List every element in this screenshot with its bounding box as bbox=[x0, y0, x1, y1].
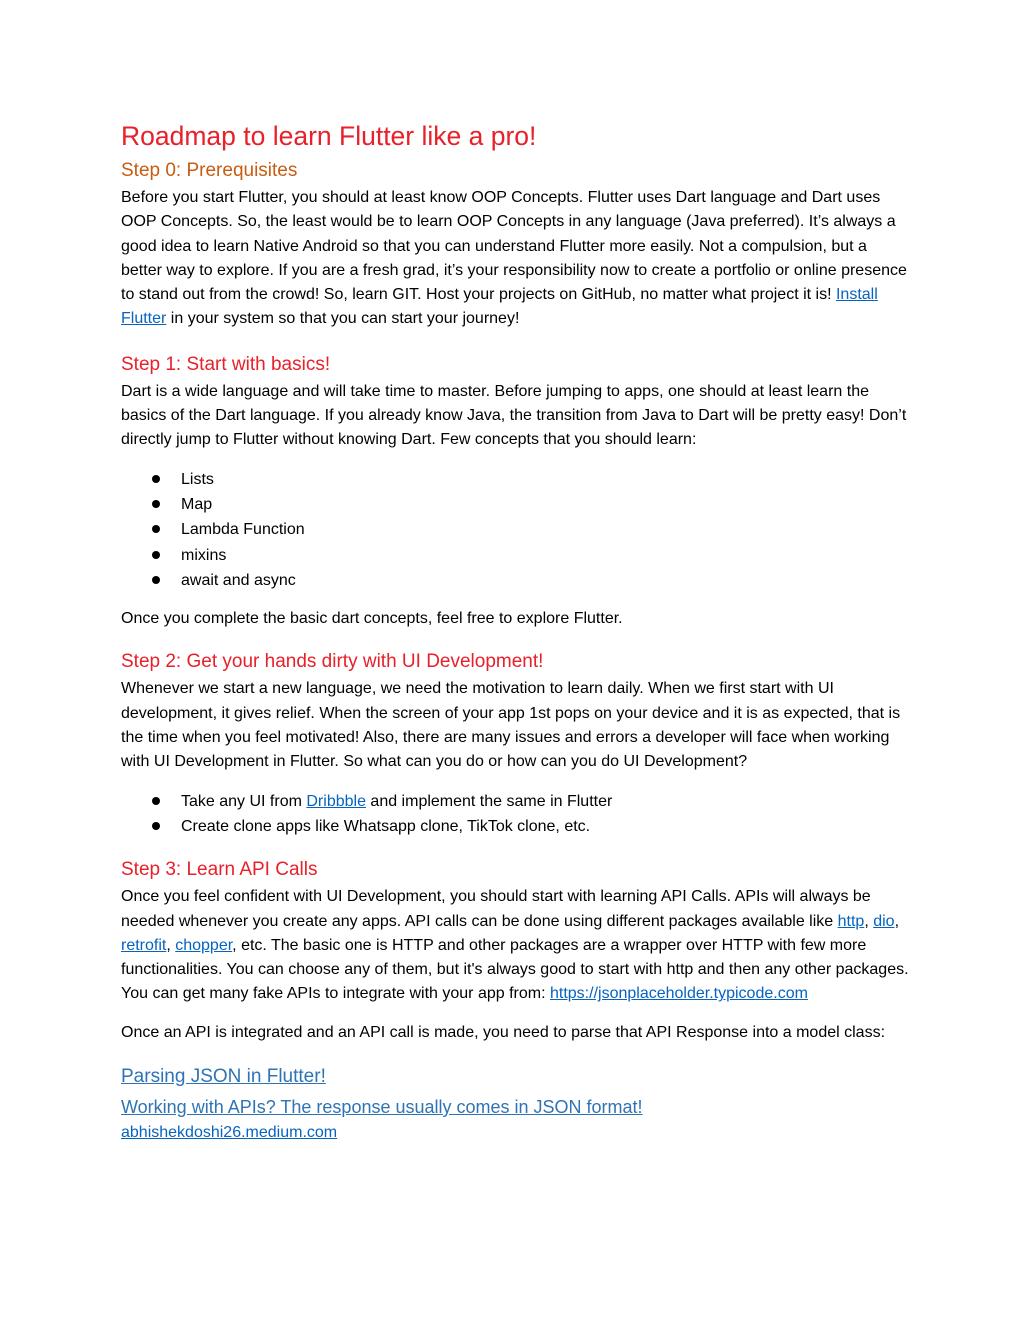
list-item bbox=[121, 492, 911, 517]
step0-heading: Step 0: Prerequisites bbox=[121, 160, 298, 181]
list-item-label: await and async bbox=[181, 571, 296, 589]
step2-paragraph: Whenever we start a new language, we need the motivation to learn daily. When we first start with UI development, it gives relief. When the screen of your app 1st pops on your device and it is as expected, that is the time when you feel motivated! Also, there are many issues and errors a developer will face when working with UI Development in Flutter. So what can you do or how can you do UI Development? bbox=[121, 680, 901, 771]
ui-practice-list bbox=[121, 789, 911, 840]
step2-heading: Step 2: Get your hands dirty with UI Development! bbox=[121, 651, 544, 673]
embed-title-link[interactable]: Parsing JSON in Flutter! bbox=[121, 1066, 326, 1088]
jsonplaceholder-link[interactable]: https://jsonplaceholder.typicode.com bbox=[549, 985, 808, 1003]
step3-closing: Once an API is integrated and an API call is made, you need to parse that API Response into a model class: bbox=[121, 1023, 886, 1041]
embed-subtitle-link[interactable]: Working with APIs? The response usually comes in JSON format! bbox=[121, 1097, 643, 1118]
step3-text: Once you feel confident with UI Development, you should start with learning API Calls. APIs will always be needed whenever you create any apps. API calls can be done using different packages available like bbox=[121, 888, 871, 930]
document-page bbox=[121, 118, 911, 1145]
step3-paragraph bbox=[121, 885, 911, 1006]
list-item bbox=[121, 814, 911, 839]
separator: , bbox=[166, 936, 176, 954]
page-title: Roadmap to learn Flutter like a pro! bbox=[121, 121, 537, 151]
list-item-label: mixins bbox=[181, 546, 227, 564]
step1-heading: Step 1: Start with basics! bbox=[121, 353, 331, 375]
step0-text-after: in your system so that you can start your journey! bbox=[166, 310, 520, 328]
list-item bbox=[121, 517, 911, 542]
separator: , bbox=[864, 912, 874, 930]
step0-text: Before you start Flutter, you should at least know OOP Concepts. Flutter uses Dart language and Dart uses OOP Concepts. So, the least would be to learn OOP Concepts in any language (Java preferred). It’s always a good idea to learn Native Android so that you can understand Flutter more easily. Not a compulsion, but a better way to explore. If you are a fresh grad, it’s your responsibility now to create a portfolio or online presence to stand out from the crowd! So, learn GIT. Host your projects on GitHub, no matter what project it is! bbox=[121, 189, 907, 304]
bullet-icon bbox=[152, 797, 160, 805]
list-item-label: Lists bbox=[181, 470, 214, 488]
list-item bbox=[121, 467, 911, 492]
install-flutter-link[interactable]: Install Flutter bbox=[121, 286, 878, 328]
bullet-icon bbox=[152, 822, 160, 830]
step3-text: , etc. The basic one is HTTP and other packages are a wrapper over HTTP with few more functionalities. You can choose any of them, but it's always good to start with http and then any other packages. You can get many fake APIs to integrate with your app from: bbox=[121, 936, 909, 1003]
list-item-label: Map bbox=[181, 495, 213, 513]
embed-domain-link[interactable]: abhishekdoshi26.medium.com bbox=[121, 1124, 338, 1142]
list-item-label: Lambda Function bbox=[181, 521, 305, 539]
bullet-icon bbox=[152, 475, 160, 483]
bullet-icon bbox=[152, 576, 160, 584]
list-item bbox=[121, 568, 911, 593]
bullet-icon bbox=[152, 551, 160, 559]
step1-paragraph: Dart is a wide language and will take time to master. Before jumping to apps, one should at least learn the basics of the Dart language. If you already know Java, the transition from Java to Dart will be pretty easy! Don’t directly jump to Flutter without knowing Dart. Few concepts that you should learn: bbox=[121, 382, 907, 449]
step3-heading: Step 3: Learn API Calls bbox=[121, 859, 318, 881]
http-link[interactable]: http bbox=[837, 912, 865, 930]
chopper-link[interactable]: chopper bbox=[175, 936, 233, 954]
separator: , bbox=[894, 912, 900, 930]
retrofit-link[interactable]: retrofit bbox=[121, 936, 167, 954]
list-item bbox=[121, 543, 911, 568]
step1-closing: Once you complete the basic dart concepts, feel free to explore Flutter. bbox=[121, 610, 623, 628]
list-item-text: Create clone apps like Whatsapp clone, TikTok clone, etc. bbox=[181, 817, 591, 835]
list-item-text: and implement the same in Flutter bbox=[365, 792, 613, 810]
list-item bbox=[121, 789, 911, 814]
step0-paragraph bbox=[121, 186, 911, 332]
bullet-icon bbox=[152, 500, 160, 508]
dart-concepts-list bbox=[121, 467, 911, 593]
dio-link[interactable]: dio bbox=[873, 912, 895, 930]
list-item-text: Take any UI from bbox=[181, 792, 307, 810]
dribbble-link[interactable]: Dribbble bbox=[306, 792, 366, 810]
bullet-icon bbox=[152, 525, 160, 533]
